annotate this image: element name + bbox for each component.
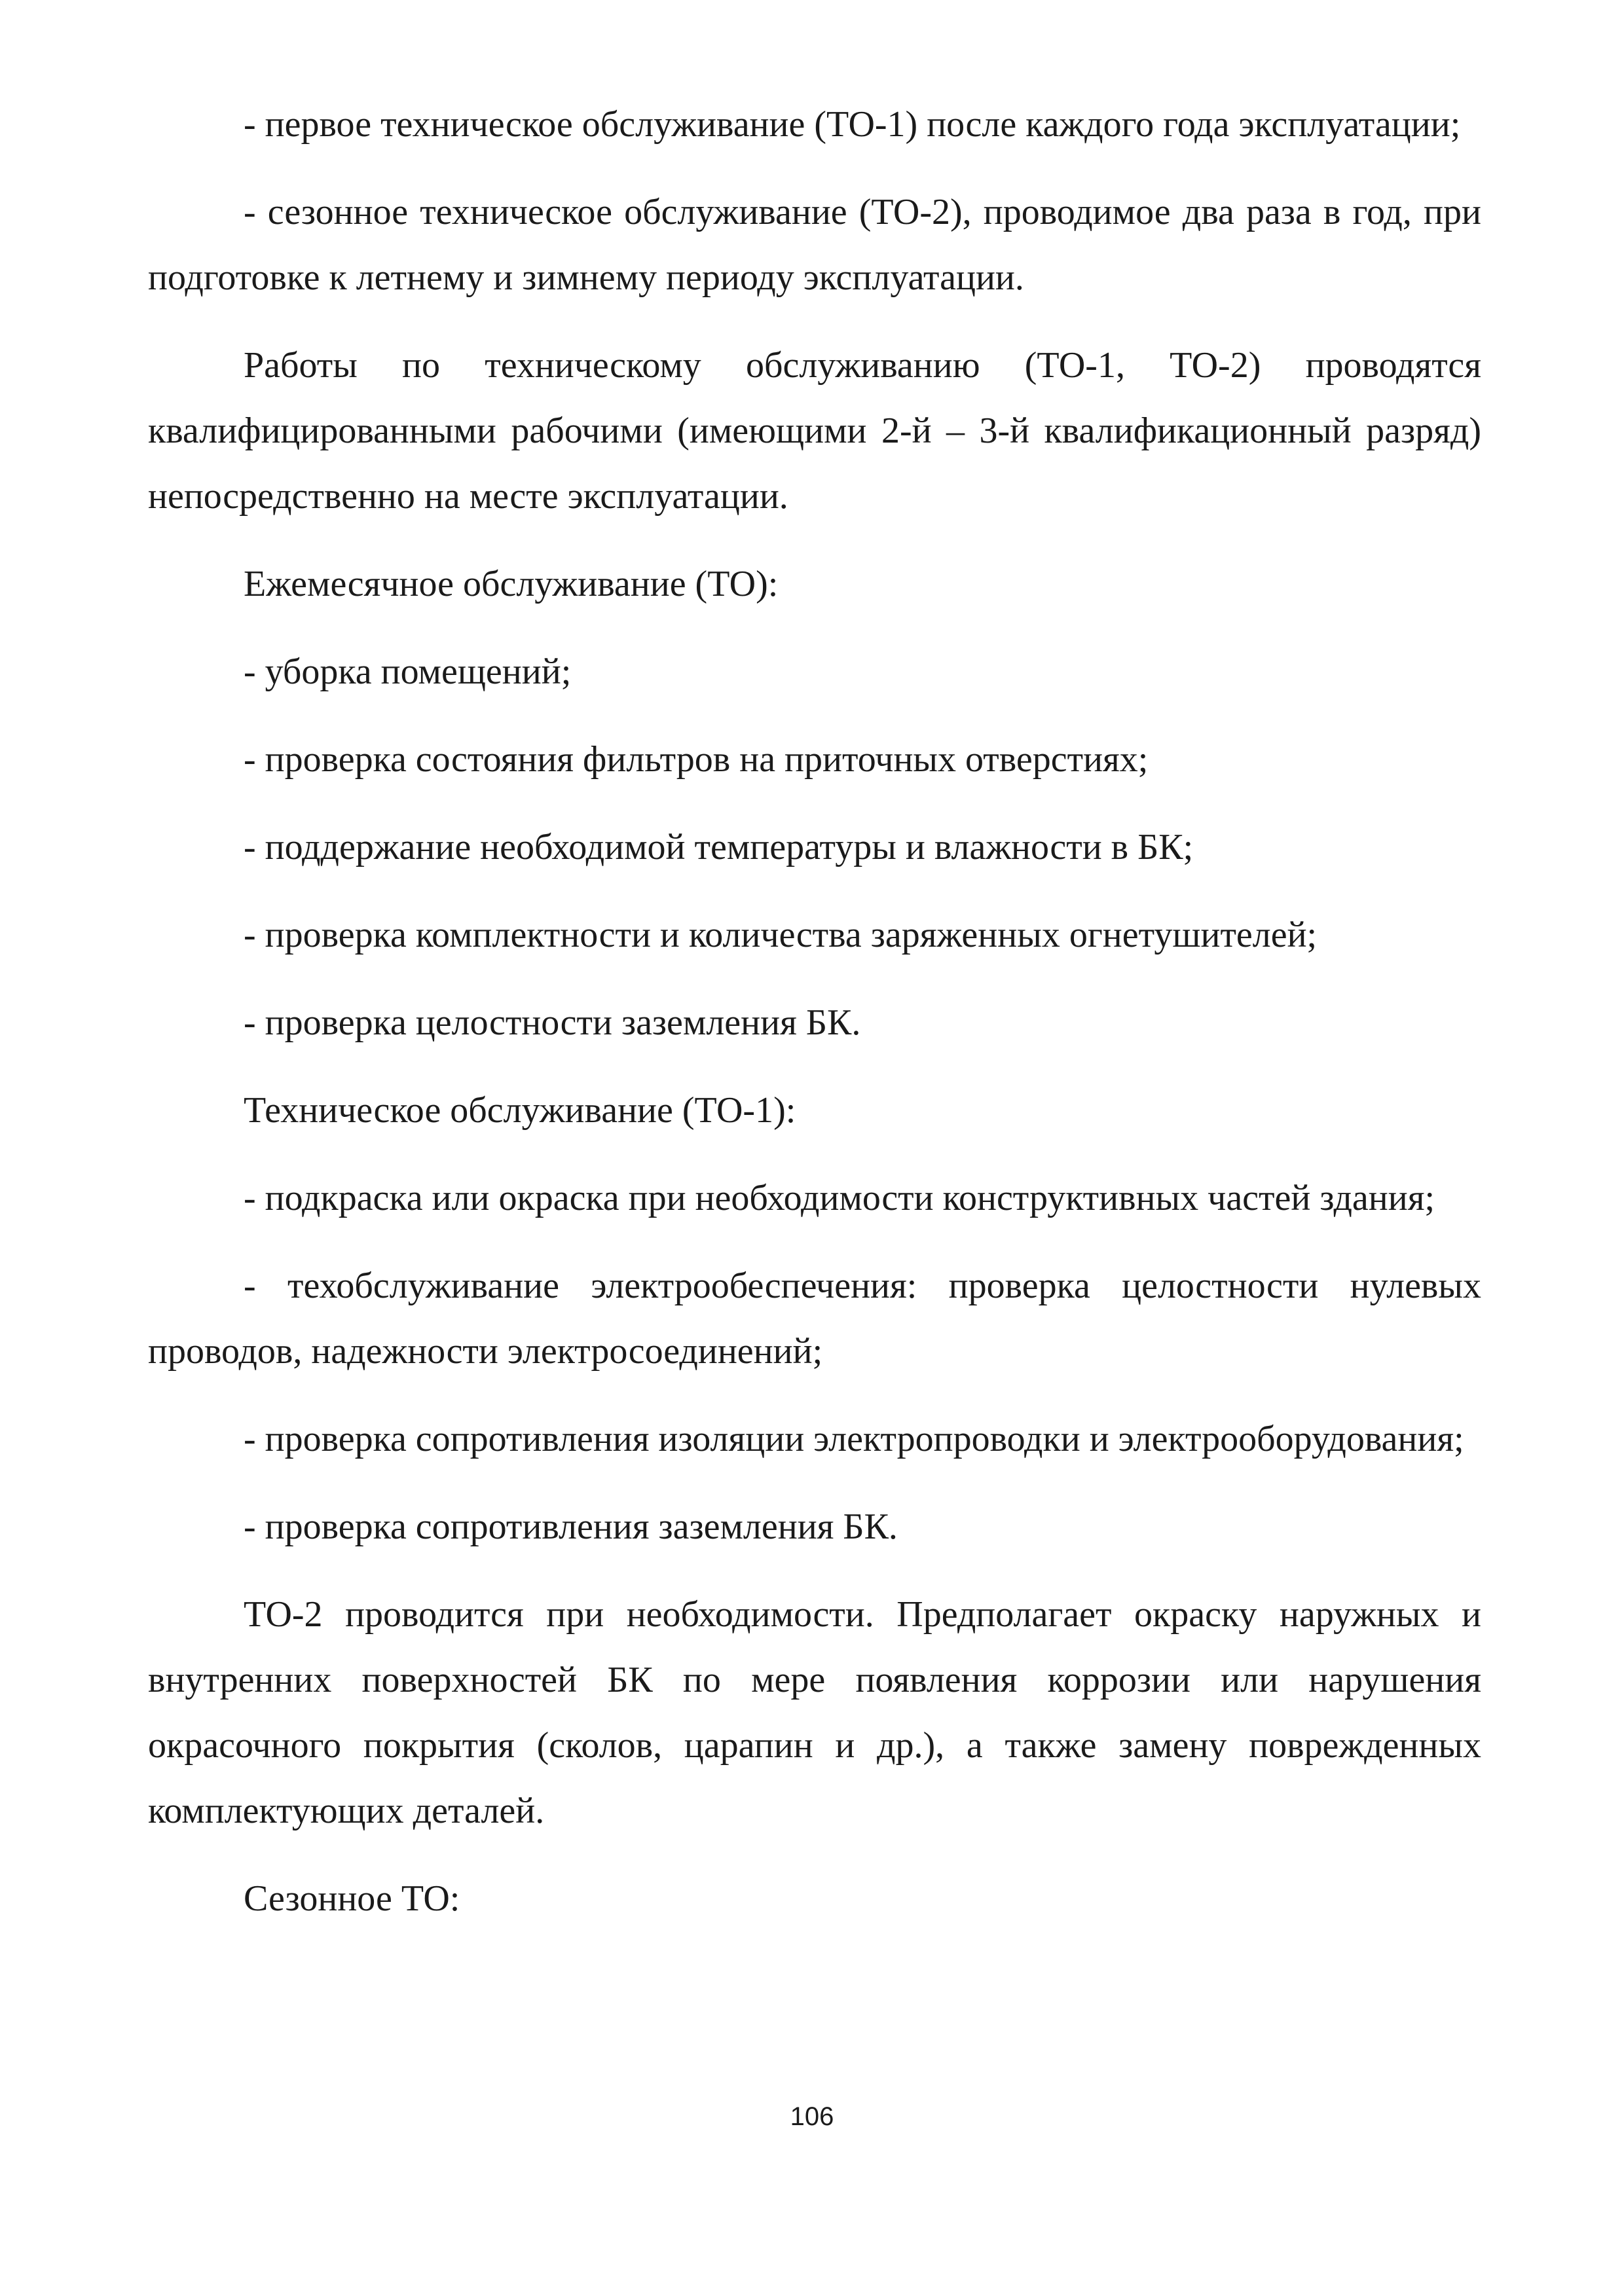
heading-monthly-maintenance: Ежемесячное обслуживание (ТО): — [244, 564, 779, 604]
heading-to1: Техническое обслуживание (ТО-1): — [244, 1090, 796, 1131]
page-number: 106 — [790, 2102, 834, 2131]
paragraph-to2-definition: - сезонное техническое обслуживание (ТО-2), проводимое два раза в год, при подготовке к летнему и зимнему периоду эксплуатации. — [148, 192, 1481, 298]
paragraph-works-performed: Работы по техническому обслуживанию (ТО-1, ТО-2) проводятся квалифицированными рабочими (имеющими 2-й – 3-й квалификационный разряд) непосредственно на месте эксплуатации. — [148, 345, 1481, 517]
list-item-cleaning: - уборка помещений; — [244, 651, 572, 692]
paragraph-to2-description: ТО-2 проводится при необходимости. Предполагает окраску наружных и внутренних поверхностей БК по мере появления коррозии или нарушения окрасочного покрытия (сколов, царапин и др.), а также замену поврежденных комплектующих деталей. — [148, 1594, 1481, 1831]
list-item-grounding-integrity: - проверка целостности заземления БК. — [244, 1002, 861, 1043]
list-item-temperature-humidity: - поддержание необходимой температуры и влажности в БК; — [244, 827, 1194, 867]
heading-seasonal-maintenance: Сезонное ТО: — [244, 1878, 460, 1919]
list-item-insulation-resistance: - проверка сопротивления изоляции электропроводки и электрооборудования; — [244, 1419, 1464, 1459]
list-item-filters-check: - проверка состояния фильтров на приточных отверстиях; — [244, 739, 1149, 780]
list-item-power-supply: - техобслуживание электрообеспечения: проверка целостности нулевых проводов, надежности электросоединений; — [148, 1266, 1481, 1372]
list-item-grounding-resistance: - проверка сопротивления заземления БК. — [244, 1506, 898, 1547]
list-item-painting: - подкраска или окраска при необходимости конструктивных частей здания; — [244, 1178, 1435, 1218]
page-body — [148, 92, 1481, 1954]
list-item-extinguishers-check: - проверка комплектности и количества заряженных огнетушителей; — [244, 915, 1318, 955]
paragraph-to1-definition: - первое техническое обслуживание (ТО-1) после каждого года эксплуатации; — [244, 104, 1461, 145]
